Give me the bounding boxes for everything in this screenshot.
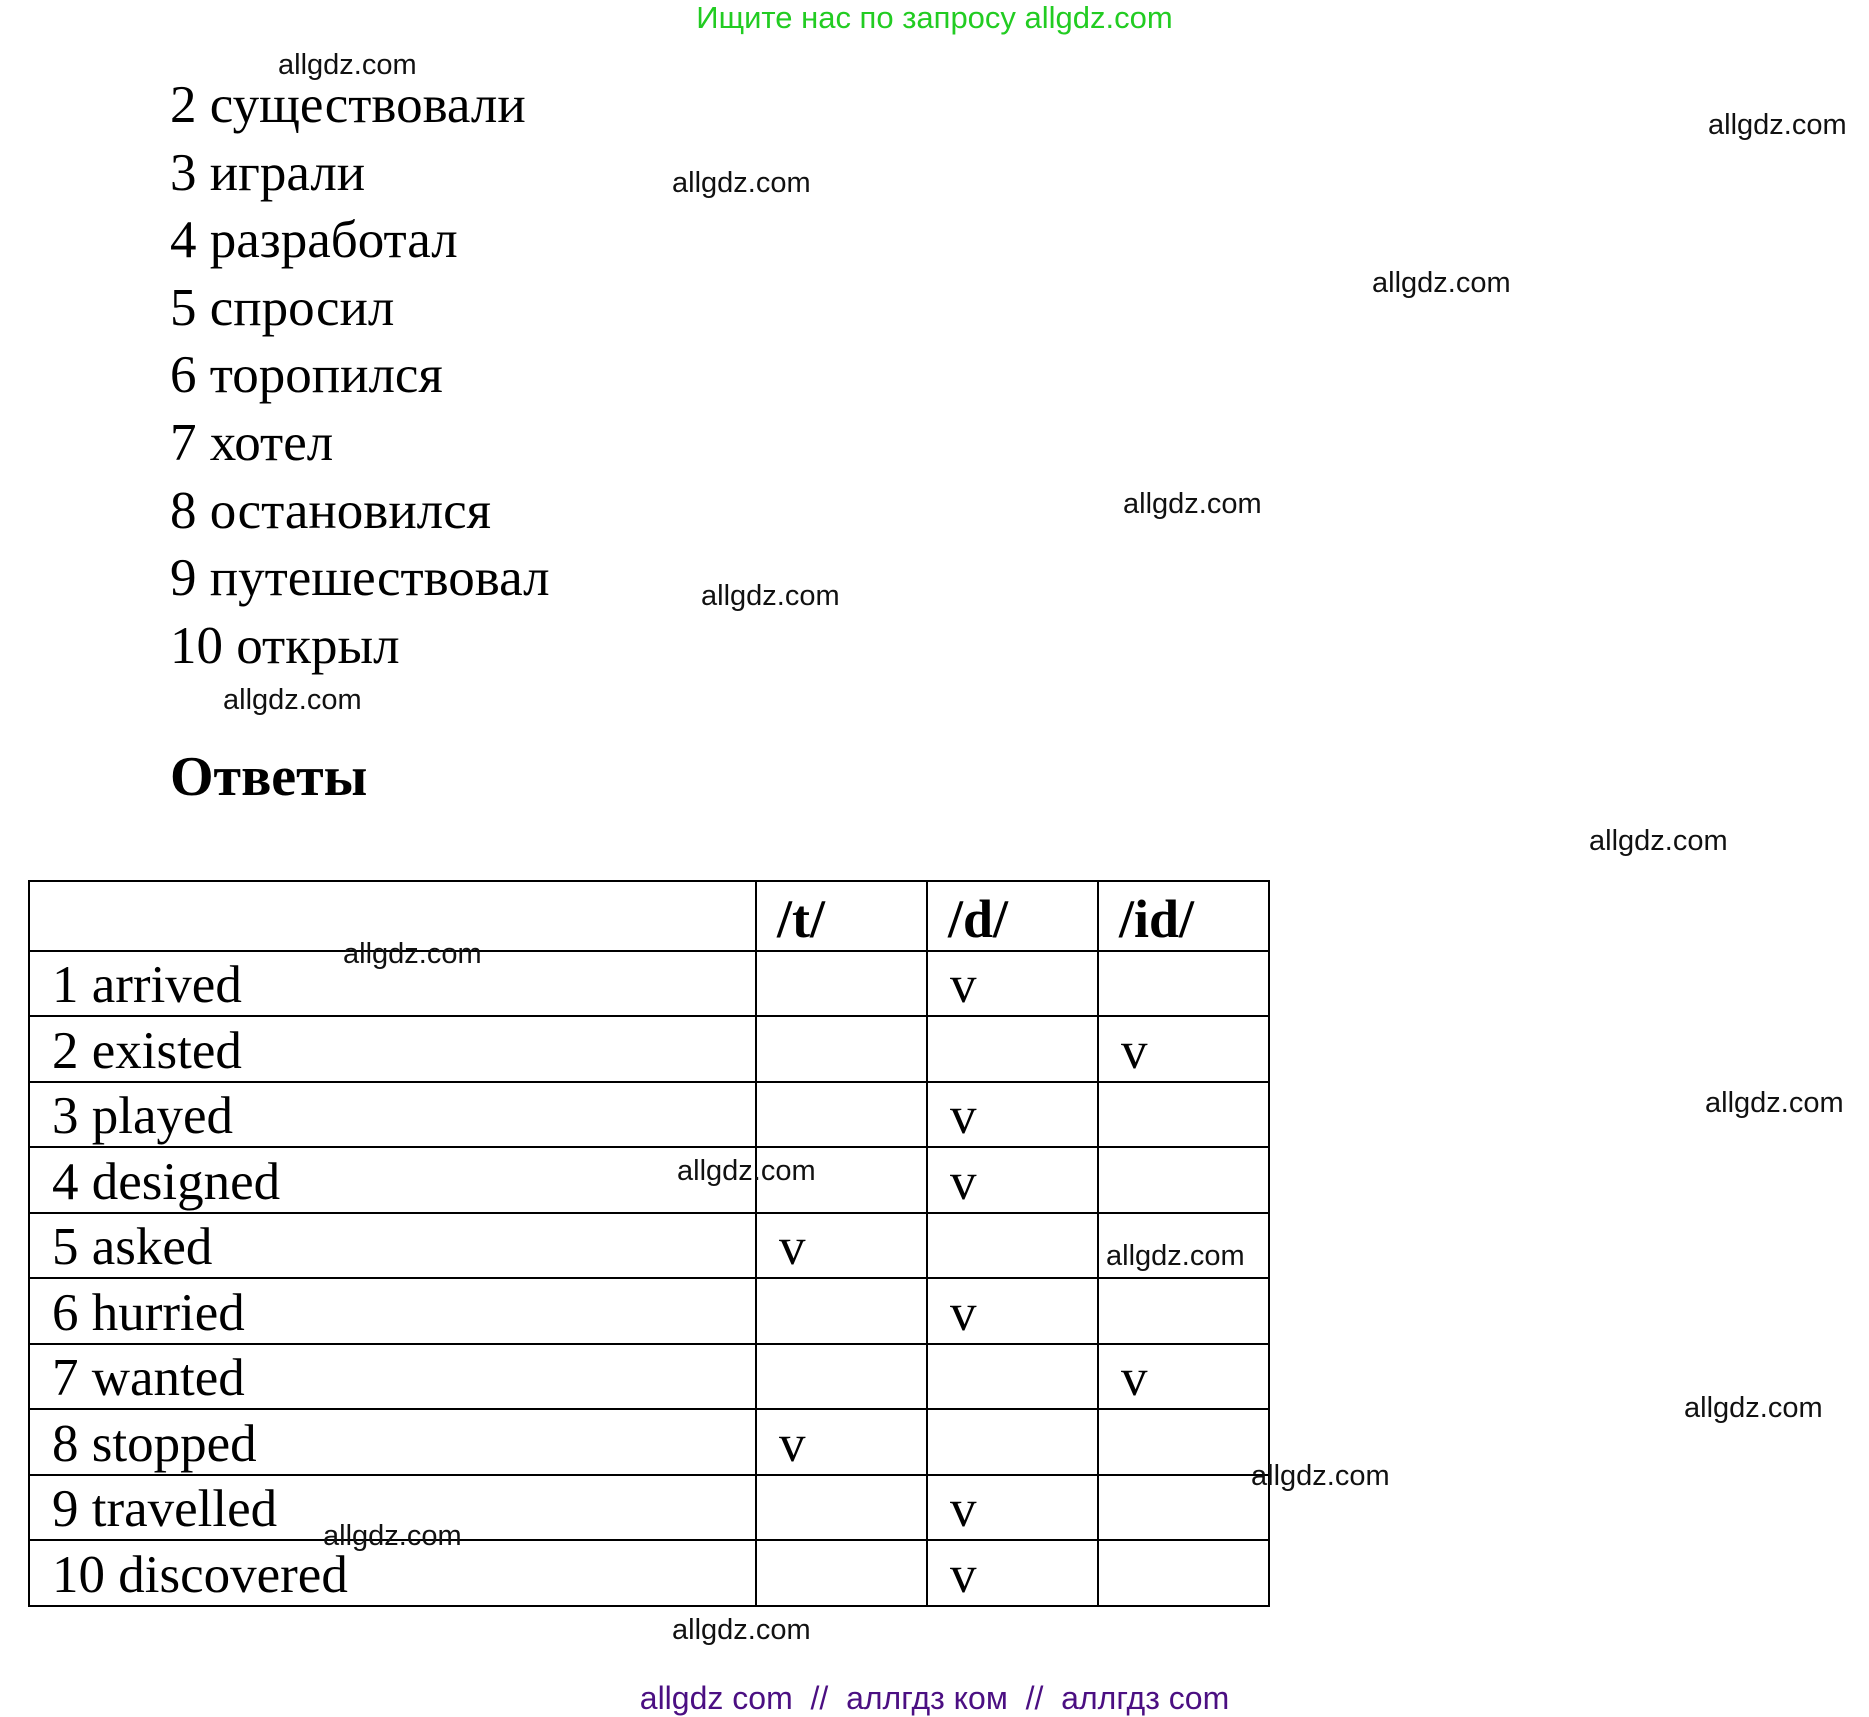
table-row	[29, 1278, 1269, 1344]
word-cell: 4 designed	[29, 1147, 756, 1213]
table-row	[29, 1409, 1269, 1475]
mark-cell	[756, 1344, 927, 1410]
list-item: 10 открыл	[170, 616, 400, 675]
mark-cell: v	[927, 1082, 1098, 1148]
mark-cell	[756, 1540, 927, 1606]
mark-cell	[927, 1016, 1098, 1082]
watermark: allgdz.com	[672, 1614, 811, 1646]
mark-cell	[1098, 1409, 1269, 1475]
watermark: allgdz.com	[323, 1520, 462, 1552]
table-row	[29, 951, 1269, 1017]
watermark: allgdz.com	[1684, 1392, 1823, 1424]
mark-cell	[756, 1475, 927, 1541]
header-cell-sound: /t/	[756, 881, 927, 951]
table-row	[29, 1344, 1269, 1410]
watermark: allgdz.com	[343, 938, 482, 970]
table-header	[29, 881, 1269, 951]
watermark: allgdz.com	[677, 1155, 816, 1187]
word-cell: 5 asked	[29, 1213, 756, 1279]
watermark: allgdz.com	[672, 167, 811, 199]
header-cell-sound: /id/	[1098, 881, 1269, 951]
mark-cell	[1098, 1475, 1269, 1541]
mark-cell: v	[927, 1147, 1098, 1213]
word-cell: 2 existed	[29, 1016, 756, 1082]
mark-cell	[756, 1016, 927, 1082]
watermark: allgdz.com	[1589, 825, 1728, 857]
mark-cell	[927, 1344, 1098, 1410]
mark-cell: v	[1098, 1016, 1269, 1082]
header-cell-sound: /d/	[927, 881, 1098, 951]
word-cell: 9 travelled	[29, 1475, 756, 1541]
mark-cell: v	[927, 951, 1098, 1017]
mark-cell	[1098, 1082, 1269, 1148]
mark-cell: v	[927, 1540, 1098, 1606]
mark-cell	[756, 951, 927, 1017]
mark-cell	[1098, 951, 1269, 1017]
watermark: allgdz.com	[1251, 1460, 1390, 1492]
mark-cell	[927, 1409, 1098, 1475]
list-item: 5 спросил	[170, 278, 395, 337]
mark-cell	[1098, 1278, 1269, 1344]
table-row	[29, 1082, 1269, 1148]
list-item: 6 торопился	[170, 346, 443, 405]
footer: allgdz com // аллгдз ком // аллгдз com	[639, 1680, 1230, 1716]
mark-cell	[756, 1082, 927, 1148]
watermark: allgdz.com	[278, 49, 417, 81]
word-cell: 6 hurried	[29, 1278, 756, 1344]
answers-table	[28, 880, 1270, 1607]
mark-cell: v	[927, 1278, 1098, 1344]
mark-cell	[1098, 1540, 1269, 1606]
list-item: 4 разработал	[170, 211, 458, 270]
watermark: allgdz.com	[701, 580, 840, 612]
mark-cell	[756, 1278, 927, 1344]
top-banner: Ищите нас по запросу allgdz.com	[696, 0, 1173, 35]
word-cell: 10 discovered	[29, 1540, 756, 1606]
watermark: allgdz.com	[1708, 109, 1847, 141]
mark-cell: v	[927, 1475, 1098, 1541]
word-cell: 7 wanted	[29, 1344, 756, 1410]
word-cell: 3 played	[29, 1082, 756, 1148]
watermark: allgdz.com	[1123, 488, 1262, 520]
mark-cell: v	[756, 1213, 927, 1279]
table-row	[29, 1147, 1269, 1213]
answers-heading: Ответы	[170, 746, 368, 808]
list-item: 9 путешествовал	[170, 549, 550, 608]
word-cell: 8 stopped	[29, 1409, 756, 1475]
table-row	[29, 1213, 1269, 1279]
mark-cell	[1098, 1147, 1269, 1213]
mark-cell: v	[1098, 1344, 1269, 1410]
table-row	[29, 1475, 1269, 1541]
watermark: allgdz.com	[1705, 1087, 1844, 1119]
mark-cell	[927, 1213, 1098, 1279]
table-row	[29, 1016, 1269, 1082]
list-item: 3 играли	[170, 143, 366, 202]
table-row	[29, 1540, 1269, 1606]
list-item: 8 остановился	[170, 481, 492, 540]
word-cell: 1 arrived	[29, 951, 756, 1017]
mark-cell: v	[756, 1409, 927, 1475]
watermark: allgdz.com	[1106, 1240, 1245, 1272]
watermark: allgdz.com	[1372, 267, 1511, 299]
list-item: 2 существовали	[170, 76, 526, 134]
list-item: 7 хотел	[170, 413, 334, 472]
watermark: allgdz.com	[223, 684, 362, 716]
answer-list	[170, 72, 550, 680]
